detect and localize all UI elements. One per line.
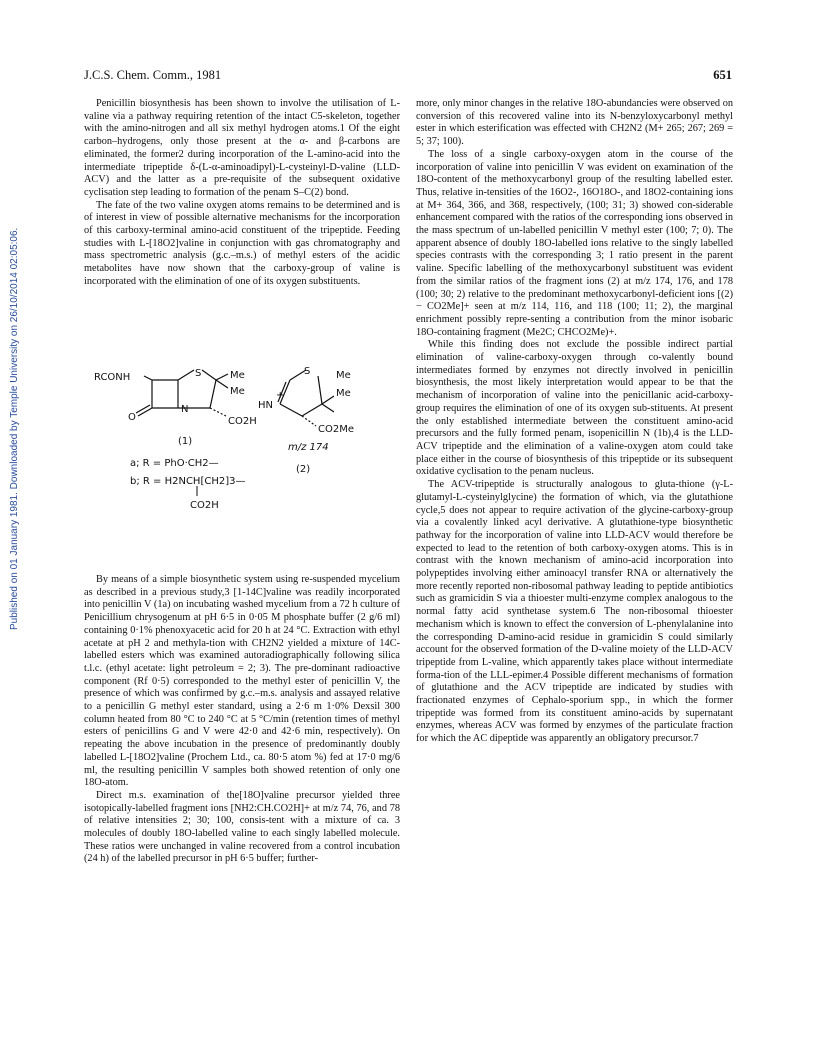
download-stamp[interactable]: Published on 01 January 1981. Downloaded by Temple University on 26/10/2014 02:05:06. — [9, 227, 20, 630]
iminium-label: HN — [258, 400, 273, 411]
left-column-top — [84, 98, 400, 289]
paragraph: The ACV-tripeptide is structurally analogous to gluta-thione (γ-L-glutamyl-L-cysteinylglycine) the formation of which, via the glutathione cycle,5 does not appear to require activation of the glycine-carboxy-group via a covalently linked acyl derivative. A glutathione-type biosynthetic pathway for the incorporation of valine into LLD-ACV would therefore be expected to lead to the retention of both carboxy-oxygen atoms. This is in contrast with the known mechanism of amino-acid incorporation into polypeptides involving either aminoacyl transfer RNA or alternatively the more recently reported non-ribosomal pathway leading to peptide antibiotics such as gramicidin S via a thioester multi-enzyme complex analogous to the normal fatty acid synthetase system.6 The non-ribosomal thioester mechanism which is known to effect the conversion of L-phenylalanine into the corresponding D-amino-acid residue in gramicidin S could similarly account for the observed formation of the D-valine moiety of the LLD-ACV tripeptide from L-valine, which apparently takes place without intermediate forma-tion of the LLL-epimer.4 Possible different mechanisms of formation of glutathione and the ACV tripeptide are indicated by studies with fractionated enzymes of Cephalo-sporium spp., in which the former tripeptide was formed from its constituent amino-acids by supernatant enzymes, whereas ACV was formed by enzymes of the particulate fraction for which the AC dipeptide was apparently an obligatory precursor.7 — [416, 479, 733, 745]
structure-figure — [90, 366, 390, 566]
running-header: J.C.S. Chem. Comm., 1981 — [84, 68, 222, 82]
paragraph: The loss of a single carboxy-oxygen atom in the course of the incorporation of valine into penicillin V was evident on examination of the 18O-content of the methoxycarbonyl group of the resulting labelled ester. Thus, relative in-tensities of the 16O2-, 16O18O-, and 18O2-containing ions at M+ 364, 366, and 368, respectively, (100; 31; 3) showed con-siderable enhancement compared with the ratios of the corresponding ions observed in the mass spectrum of un-labelled penicillin V methyl ester (100; 7; 0). The apparent absence of doubly 18O-labelled ions relative to the singly labelled species contrasts with the corresponding 3; 1 ratio present in the parent valine. Specific labelling of the methoxycarbonyl substituent was evident from the similar ratios of the fragment ions (2) at m/z 174, 176, and 178 (100; 30; 2) relative to the predominant methoxycarbonyl-deficient ions [(2) − CO2Me]+ seen at m/z 114, 116, and 118 (100; 11; 2), the marginal enrichment possibly repre-senting a contribution from the minor isobaric 18O-containing fragment (Me2C; CHCO2Me)+. — [416, 148, 733, 338]
structure-drawing — [90, 366, 390, 566]
sulfur-label: S — [304, 366, 311, 377]
oxygen-label: O — [128, 412, 136, 423]
rconh-label: RCONH — [94, 372, 131, 383]
paragraph: While this finding does not exclude the possible indirect partial elimination of valine-carboxy-oxygen through co-valently bound intermediates formed by enzymes not directly involved in penicillin biosynthesis, the most likely interpretation would appear to be that the mechanism of incorporation of valine into the penicillanic acid-carboxy-group requires the elimination of one of its oxygen sub-stituents. At present the only established intermediate between the constituent amino-acid precursors and the fully formed penam, isopenicillin N (1b),4 is the LLD-ACV tripeptide and the elimination of a valine-oxygen atom could take place either in the course of biosynthesis of this tripeptide or its subsequent oxidative cyclisation to the penam nucleus. — [416, 339, 733, 478]
compound-number: (2) — [296, 464, 311, 475]
substituent-b-carboxyl: CO2H — [190, 500, 219, 511]
page-number: 651 — [713, 68, 732, 82]
mass-label: m/z 174 — [288, 442, 329, 453]
methyl-label: Me — [230, 370, 245, 381]
nitrogen-label: N — [181, 404, 189, 415]
substituent-b: b; R = H2NCH[CH2]3— — [130, 476, 246, 487]
paragraph: Penicillin biosynthesis has been shown to involve the utilisation of L-valine via a pathway requiring retention of the intact C5-skeleton, together with the amino-nitrogen and all six methyl hydrogen atoms.1 Of the eight carbon–hydrogens, only those present at the α- and β-carbons are eliminated, the former2 during incorporation of the L-amino-acid into the intermediate tripeptide δ-(L-α-aminoadipyl)-L-cysteinyl-D-valine (LLD-ACV) and the latter as a pre-requisite of the subsequent oxidative cyclisation step leading to formation of the penam S–C(2) bond. — [84, 98, 400, 198]
methyl-label: Me — [336, 388, 351, 399]
ester-label: CO2Me — [318, 424, 354, 435]
compound-number: (1) — [178, 436, 193, 447]
carboxyl-label: CO2H — [228, 416, 257, 427]
paragraph: more, only minor changes in the relative 18O-abundancies were observed on conversion of this recovered valine into its N-benzyloxycarbonyl methyl ester in which esterification was effected with CH2N2 (M+ 265; 267; 269 = 5; 37; 100). — [416, 98, 733, 148]
paragraph: The fate of the two valine oxygen atoms remains to be determined and is of interest in view of possible alternative mechanisms for the incorporation of this carboxy-terminal amino-acid constituent of the tripeptide. Feeding studies with L-[18O2]valine in conjunction with gas chromatography and mass spectrometric analysis (g.c.–m.s.) of methyl esters of the acidic metabolites have now shown that the carboxy-group of valine is incorporated with the elimination of one of its oxygen substituents. — [84, 199, 400, 287]
right-column — [416, 98, 733, 746]
left-column-bottom — [84, 574, 400, 866]
sulfur-label: S — [195, 368, 202, 379]
charge-label: + — [276, 390, 285, 401]
paragraph: By means of a simple biosynthetic system using re-suspended mycelium as described in a previous study,3 [1-14C]valine was readily incorporated into penicillin V (1a) on incubating washed mycelium from a 72 h culture of Penicillium chrysogenum at pH 6·5 in 0·05 M phosphate buffer (2 g/6 ml) containing 0·1% phenoxyacetic acid for 20 h at 24 °C. Extraction with ethyl acetate at pH 2 and methyla-tion with CH2N2 yielded a mixture of 14C-labelled esters which was examined autoradiographically following silica t.l.c. (ethyl acetate: light petroleum = 2; 3). The pre-dominant radioactive component (Rf 0·5) corresponded to the methyl ester of penicillin V, the presence of which was confirmed by g.c.–m.s. analysis and assayed relative to a penicillin G methyl ester standard, using a 2·6 m 1·0% Dexsil 300 column heated from 80 °C to 240 °C at 5 °C/min (retention times of methyl esters of penicillins G and V were 42·0 and 42·6 min, respectively). On repeating the above incubation in the presence of predominantly doubly labelled L-[18O2]valine (Prochem Ltd., ca. 80·5 atom %) fed at 17·0 mg/6 ml, the resulting penicillin V samples both showed retention of only one 18O-atom. — [84, 574, 400, 789]
methyl-label: Me — [336, 370, 351, 381]
substituent-a: a; R = PhO·CH2— — [130, 458, 219, 469]
paragraph: Direct m.s. examination of the[18O]valine precursor yielded three isotopically-labelled fragment ions [NH2:CH.CO2H]+ at m/z 74, 76, and 78 of relative intensities 2; 30; 100, consis-tent with a mixture of ca. 3 molecules of doubly 18O-labelled valine to each singly labelled molecule. These ratios were unchanged in valine recovered from a control incubation (24 h) of the labelled precursor in pH 6·5 buffer; further- — [84, 789, 400, 865]
methyl-label: Me — [230, 386, 245, 397]
